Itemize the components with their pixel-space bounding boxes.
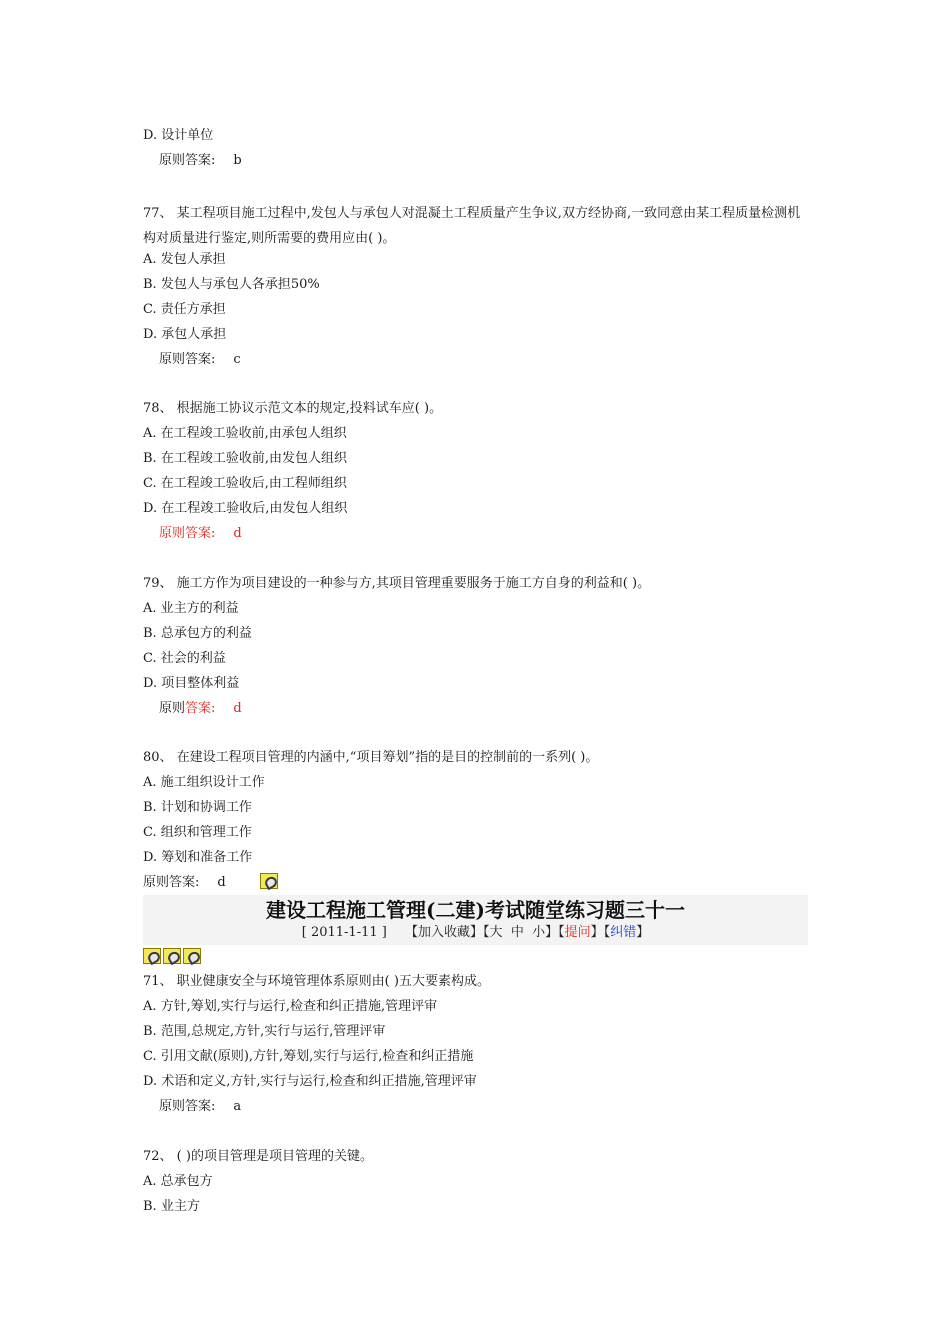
option-text: B. 发包人与承包人各承担50%	[143, 277, 320, 292]
bookmark-icon[interactable]	[260, 873, 278, 889]
bracket-close: 】	[470, 925, 484, 940]
answer-line	[143, 700, 242, 718]
option-text: A. 在工程竣工验收前,由承包人组织	[143, 426, 347, 441]
bracket-open: 【	[483, 925, 490, 940]
option-text: B. 在工程竣工验收前,由发包人组织	[143, 451, 347, 466]
bracket-open: 【	[404, 925, 418, 940]
answer-value: b	[233, 153, 242, 168]
question-text: 79、 施工方作为项目建设的一种参与方,其项目管理重要服务于施工方自身的利益和( )。	[143, 576, 651, 591]
answer-label: 原则答案:	[159, 1099, 216, 1114]
option-text: A. 业主方的利益	[143, 601, 239, 616]
option-text: D. 项目整体利益	[143, 676, 240, 691]
answer-value: d	[217, 875, 226, 890]
option-text: B. 总承包方的利益	[143, 626, 252, 641]
bracket-close: 】	[590, 925, 604, 940]
add-favorite-link[interactable]: 加入收藏	[418, 925, 471, 940]
option-text: A. 发包人承担	[143, 252, 226, 267]
font-size-small-link[interactable]: 小	[532, 925, 546, 940]
answer-label: 答案:	[185, 701, 216, 716]
option-text: A. 施工组织设计工作	[143, 775, 265, 790]
answer-line	[143, 1098, 241, 1116]
article-title: 建设工程施工管理(二建)考试随堂练习题三十一	[266, 898, 685, 922]
report-error-link[interactable]: 纠错	[610, 925, 637, 940]
ask-question-link[interactable]: 提问	[564, 925, 591, 940]
option-text: D. 筹划和准备工作	[143, 850, 253, 865]
answer-label: 原则答案:	[159, 352, 216, 367]
question-text: 80、 在建设工程项目管理的内涵中,“项目筹划”指的是目的控制前的一系列( )。	[143, 750, 599, 765]
bookmark-icon[interactable]	[183, 948, 201, 964]
answer-label: 原则答案:	[159, 153, 216, 168]
answer-label-prefix: 原则	[159, 701, 186, 716]
bracket-open: 【	[603, 925, 611, 940]
option-text: C. 组织和管理工作	[143, 825, 252, 840]
icon-row	[143, 945, 203, 964]
answer-line	[143, 351, 241, 369]
answer-line	[143, 525, 242, 543]
question-text: 71、 职业健康安全与环境管理体系原则由( )五大要素构成。	[143, 974, 490, 989]
answer-label: 原则答案:	[143, 875, 200, 890]
bookmark-icon[interactable]	[163, 948, 181, 964]
bracket-close: 】	[636, 925, 650, 940]
answer-value: d	[233, 526, 242, 541]
article-date: [ 2011-1-11 ]	[301, 925, 387, 940]
bracket-close: 】	[545, 925, 559, 940]
question-text: 77、 某工程项目施工过程中,发包人与承包人对混凝土工程质量产生争议,双方经协商,一致同意由某工程质量检测机构对质量进行鉴定,则所需要的费用应由( )。	[143, 206, 801, 246]
option-text: C. 引用文献(原则),方针,筹划,实行与运行,检查和纠正措施	[143, 1049, 474, 1064]
answer-value: c	[233, 352, 241, 367]
option-text: C. 在工程竣工验收后,由工程师组织	[143, 476, 347, 491]
font-size-large-link[interactable]: 大	[489, 925, 503, 940]
option-text: C. 责任方承担	[143, 302, 226, 317]
answer-label: 原则答案:	[159, 526, 216, 541]
option-text: A. 总承包方	[143, 1174, 213, 1189]
question-text: 78、 根据施工协议示范文本的规定,投料试车应( )。	[143, 401, 443, 416]
article-meta	[143, 924, 808, 942]
option-text: B. 计划和协调工作	[143, 800, 252, 815]
option-text: D. 承包人承担	[143, 327, 227, 342]
answer-value: d	[233, 701, 242, 716]
option-text: A. 方针,筹划,实行与运行,检查和纠正措施,管理评审	[143, 999, 438, 1014]
option-text: D. 术语和定义,方针,实行与运行,检查和纠正措施,管理评审	[143, 1074, 477, 1089]
option-text: D. 在工程竣工验收后,由发包人组织	[143, 501, 348, 516]
option-text: B. 范围,总规定,方针,实行与运行,管理评审	[143, 1024, 386, 1039]
bookmark-icon[interactable]	[143, 948, 161, 964]
answer-line	[143, 874, 278, 892]
answer-line	[143, 152, 242, 170]
option-text: B. 业主方	[143, 1199, 200, 1214]
option-text: C. 社会的利益	[143, 651, 226, 666]
question-text: 72、 ( )的项目管理是项目管理的关键。	[143, 1149, 373, 1164]
bracket-open: 【	[558, 925, 565, 940]
answer-value: a	[233, 1099, 242, 1114]
option-text: D. 设计单位	[143, 128, 214, 143]
font-size-medium-link[interactable]: 中	[510, 925, 524, 940]
